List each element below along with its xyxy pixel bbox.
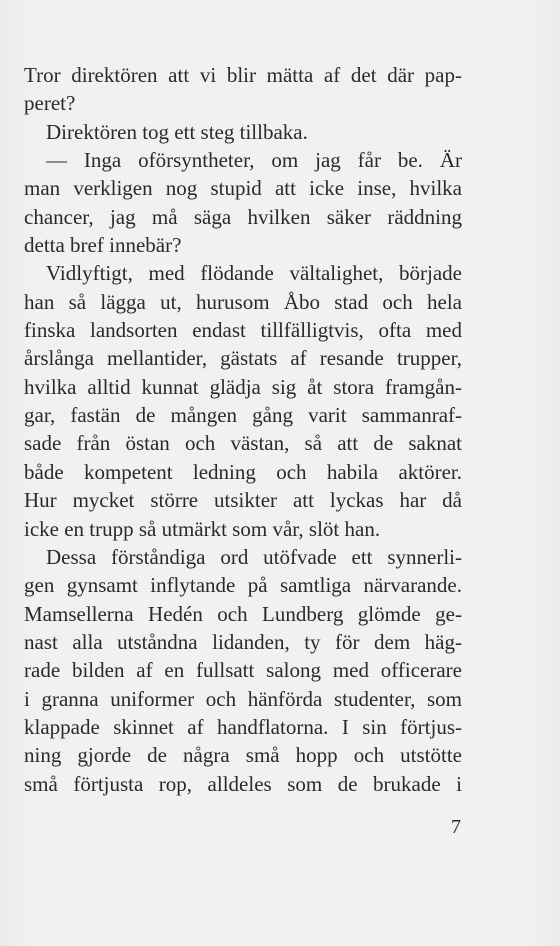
text-line: gar, fastän de mången gång varit sammanraf- bbox=[24, 403, 462, 428]
text-line: i granna uniformer och hänförda studenter, som bbox=[24, 686, 462, 711]
text-line: han så lägga ut, hurusom Åbo stad och hela bbox=[24, 289, 462, 314]
text-line: både kompetent ledning och habila aktörer. bbox=[24, 459, 462, 484]
text-line: Dessa förståndiga ord utöfvade ett synnerli- bbox=[46, 544, 462, 569]
text-line: icke en trupp så utmärkt som vår, slöt han. bbox=[24, 516, 381, 541]
text-line: peret? bbox=[24, 91, 76, 116]
text-line: chancer, jag må säga hvilken säker räddning bbox=[24, 204, 462, 229]
text-line: — Inga oförsyntheter, om jag får be. Är bbox=[46, 148, 462, 173]
body-text bbox=[24, 61, 462, 798]
text-line: man verkligen nog stupid att icke inse, hvilka bbox=[24, 176, 462, 201]
text-line: små förtjusta rop, alldeles som de brukade i bbox=[24, 771, 462, 796]
text-line: detta bref innebär? bbox=[24, 233, 182, 258]
text-line: nast alla utståndna lidanden, ty för dem häg- bbox=[24, 629, 462, 654]
text-line: klappade skinnet af handflatorna. I sin förtjus- bbox=[24, 714, 462, 739]
text-line: Mamsellerna Hedén och Lundberg glömde ge- bbox=[24, 601, 462, 626]
text-line: rade bilden af en fullsatt salong med officerare bbox=[24, 658, 462, 683]
page-number: 7 bbox=[451, 816, 461, 838]
text-line: finska landsorten endast tillfälligtvis, ofta med bbox=[24, 318, 462, 343]
text-line: sade från östan och västan, så att de saknat bbox=[24, 431, 462, 456]
text-line: årslånga mellantider, gästats af resande trupper, bbox=[24, 346, 462, 371]
text-line: hvilka alltid kunnat glädja sig åt stora framgån- bbox=[24, 374, 462, 399]
text-line: Direktören tog ett steg tillbaka. bbox=[46, 119, 308, 144]
text-line: Hur mycket större utsikter att lyckas har då bbox=[24, 488, 462, 513]
text-line: Tror direktören att vi blir mätta af det där pap- bbox=[24, 63, 462, 87]
text-line: gen gynsamt inflytande på samtliga närvarande. bbox=[24, 573, 462, 598]
text-line: Vidlyftigt, med flödande vältalighet, började bbox=[46, 261, 462, 286]
text-line: ning gjorde de några små hopp och utstötte bbox=[24, 743, 462, 768]
